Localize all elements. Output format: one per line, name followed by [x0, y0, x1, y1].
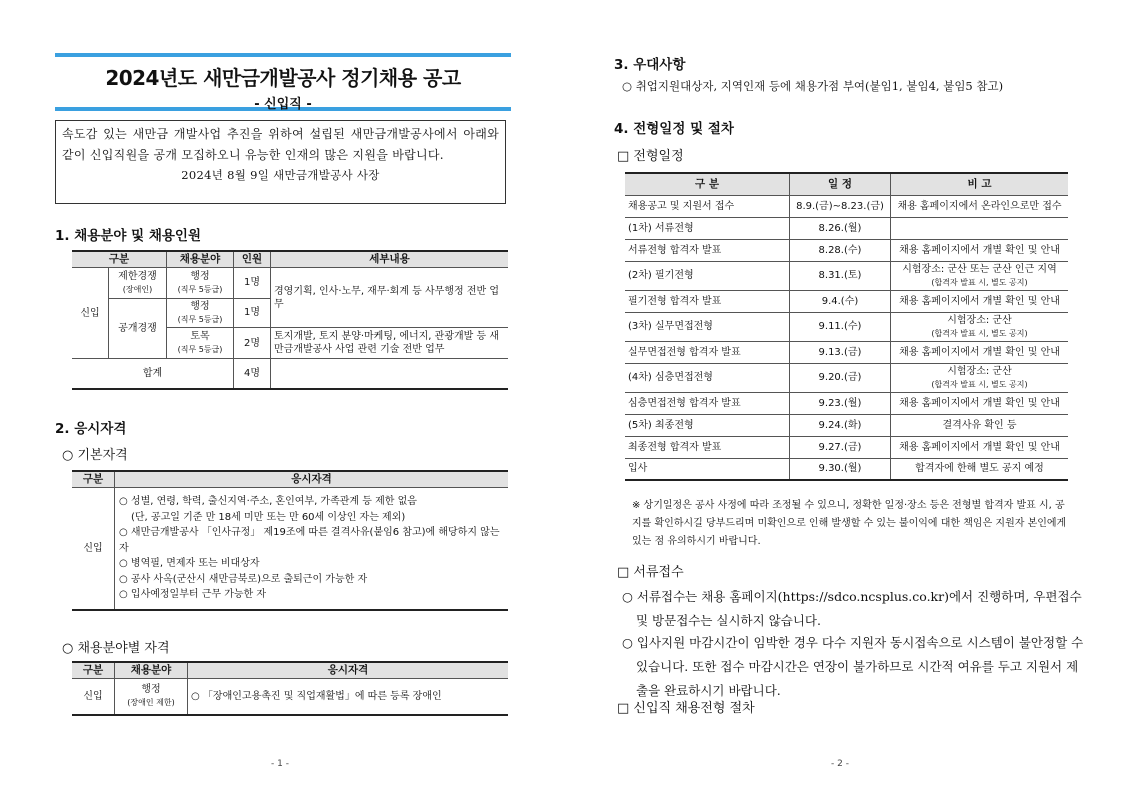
page-number: - 1 -: [271, 759, 289, 769]
basic-qual-table: [72, 470, 508, 611]
doc-label: □ 서류접수: [617, 565, 684, 580]
note-cell: [891, 290, 1069, 312]
note-cell: [891, 414, 1069, 436]
col-category: 구분: [72, 662, 115, 679]
col-qualification: 응시자격: [115, 471, 509, 488]
date-cell: 9.4.(수): [790, 290, 891, 312]
schedule-row: [625, 261, 1068, 290]
date-cell: 8.26.(월): [790, 217, 891, 239]
stage-cell: 채용공고 및 지원서 접수: [625, 195, 790, 217]
col-stage: 구 분: [625, 173, 790, 195]
total-empty: [271, 359, 509, 389]
note-cell: [891, 436, 1069, 458]
count-cell: 1명: [234, 298, 271, 328]
section3-text: ○ 취업지원대상자, 지역인재 등에 채용가점 부여(붙임1, 붙임4, 붙임5 참고): [622, 79, 1004, 93]
field-cell: 행정 (장애인 제한): [115, 679, 188, 715]
date-cell: 8.31.(토): [790, 261, 891, 290]
col-date: 일 정: [790, 173, 891, 195]
date-cell: 9.27.(금): [790, 436, 891, 458]
col-category: 구분: [72, 471, 115, 488]
note-text: 결격사유 확인 등: [942, 419, 1017, 431]
stage-cell: 필기전형 합격자 발표: [625, 290, 790, 312]
schedule-row: [625, 290, 1068, 312]
section4-heading: 4. 전형일정 및 절차: [614, 121, 734, 137]
stage-cell: (4차) 심층면접전형: [625, 363, 790, 392]
note-text: 합격자에 한해 별도 공지 예정: [915, 463, 1044, 475]
intro-box: [55, 120, 506, 204]
col-category: 구분: [72, 251, 167, 268]
note-cell: [891, 261, 1069, 290]
recruitment-table: [72, 250, 508, 390]
section2-heading: 2. 응시자격: [55, 421, 127, 437]
stage-cell: 심층면접전형 합격자 발표: [625, 392, 790, 414]
section1-heading: 1. 채용분야 및 채용인원: [55, 228, 201, 244]
count-cell: 2명: [234, 328, 271, 359]
signature: 2024년 8월 9일 새만금개발공사 사장: [181, 168, 380, 182]
date-cell: 9.13.(금): [790, 341, 891, 363]
category-cell: 신입: [72, 679, 115, 715]
note-subtext: (합격자 발표 시, 별도 공지): [931, 277, 1028, 287]
qual-cell: ○ 「장애인고용촉진 및 직업재활법」에 따른 등록 장애인: [188, 679, 509, 715]
note-text: 채용 홈페이지에서 개별 확인 및 안내: [899, 244, 1060, 256]
open-label: 공개경쟁: [118, 323, 157, 334]
schedule-row: [625, 363, 1068, 392]
schedule-row: [625, 312, 1068, 341]
schedule-row: [625, 341, 1068, 363]
schedule-row: [625, 458, 1068, 480]
qual-item: ○ 성별, 연령, 학력, 출신지역·주소, 혼인여부, 가족관계 등 제한 없음: [119, 496, 417, 507]
stage-cell: (1차) 서류전형: [625, 217, 790, 239]
field-qual-label: ○ 채용분야별 자격: [62, 641, 170, 656]
schedule-note: ※ 상기일정은 공사 사정에 따라 조정될 수 있으니, 정확한 일정·장소 등은 전형별 합격자 발표 시, 공지를 확인하시길 당부드리며 미확인으로 인해 발생할 수 있는 불이익에 대한 책임은 지원자 본인에게 있는 점 유의하시기 바랍니다.: [632, 500, 1067, 547]
total-label: 합계: [72, 359, 234, 389]
schedule-row: [625, 392, 1068, 414]
note-cell: [891, 195, 1069, 217]
category-new: 신입: [72, 268, 109, 358]
category-cell: [72, 268, 167, 359]
stage-cell: (2차) 필기전형: [625, 261, 790, 290]
date-cell: 8.28.(수): [790, 239, 891, 261]
title-box: [55, 53, 511, 111]
restricted-label: 제한경쟁: [118, 271, 157, 282]
note-text: 시험장소: 군산 또는 군산 인근 지역: [902, 263, 1057, 275]
doc-item: ○ 입사지원 마감시간이 임박한 경우 다수 지원자 동시접속으로 시스템이 불안정할 수 있습니다. 또한 접수 마감시간은 연장이 불가하므로 시간적 여유를 두고 지원서 제출을 완료하시기 바랍니다.: [622, 635, 1084, 698]
note-cell: [891, 458, 1069, 480]
doc-item: ○ 서류접수는 채용 홈페이지(https://sdco.ncsplus.co.kr)에서 진행하며, 우편접수 및 방문접수는 실시하지 않습니다.: [622, 589, 1082, 628]
stage-cell: 최종전형 합격자 발표: [625, 436, 790, 458]
col-note: 비 고: [891, 173, 1069, 195]
note-subtext: (합격자 발표 시, 별도 공지): [931, 328, 1028, 338]
total-count: 4명: [234, 359, 271, 389]
basic-qual-label: ○ 기본자격: [62, 448, 128, 463]
page-number: - 2 -: [831, 759, 849, 769]
stage-cell: 실무면접전형 합격자 발표: [625, 341, 790, 363]
date-cell: 9.24.(화): [790, 414, 891, 436]
detail-cell: 토지개발, 토지 분양·마케팅, 에너지, 관광개발 등 새만금개발공사 사업 관련 기술 전반 업무: [271, 328, 509, 359]
category-cell: 신입: [72, 488, 115, 610]
stage-cell: 서류전형 합격자 발표: [625, 239, 790, 261]
date-cell: 9.11.(수): [790, 312, 891, 341]
qual-item: ○ 병역필, 면제자 또는 비대상자: [119, 558, 260, 569]
field-qual-table: [72, 661, 508, 716]
stage-cell: (5차) 최종전형: [625, 414, 790, 436]
note-text: 시험장소: 군산: [947, 365, 1012, 377]
note-text: 채용 홈페이지에서 온라인으로만 접수: [897, 200, 1062, 212]
detail-cell: 경영기획, 인사·노무, 재무·회계 등 사무행정 전반 업무: [271, 268, 509, 328]
note-text: 채용 홈페이지에서 개별 확인 및 안내: [899, 441, 1060, 453]
col-field: 채용분야: [115, 662, 188, 679]
col-field: 채용분야: [167, 251, 234, 268]
col-count: 인원: [234, 251, 271, 268]
section3-heading: 3. 우대사항: [614, 57, 686, 73]
stage-cell: 입사: [625, 458, 790, 480]
schedule-row: [625, 239, 1068, 261]
date-cell: 9.20.(금): [790, 363, 891, 392]
stage-cell: (3차) 실무면접전형: [625, 312, 790, 341]
date-cell: 8.9.(금)~8.23.(금): [790, 195, 891, 217]
note-cell: [891, 341, 1069, 363]
schedule-label: □ 전형일정: [617, 149, 684, 164]
col-qualification: 응시자격: [188, 662, 509, 679]
note-subtext: (합격자 발표 시, 별도 공지): [931, 379, 1028, 389]
qual-item: ○ 공사 사옥(군산시 새만금북로)으로 출퇴근이 가능한 자: [119, 573, 368, 585]
qual-item: ○ 입사예정일부터 근무 가능한 자: [119, 589, 267, 600]
note-cell: [891, 239, 1069, 261]
schedule-row: [625, 436, 1068, 458]
document-subtitle: - 신입직 -: [254, 97, 312, 112]
count-cell: 1명: [234, 268, 271, 299]
field-cell: 토목 (직무 5등급): [167, 328, 234, 359]
note-cell: [891, 312, 1069, 341]
note-cell: [891, 363, 1069, 392]
intro-text: 속도감 있는 새만금 개발사업 추진을 위하여 설립된 새만금개발공사에서 아래와 같이 신입직원을 공개 모집하오니 유능한 인재의 많은 지원을 바랍니다.: [62, 127, 499, 162]
date-cell: 9.23.(월): [790, 392, 891, 414]
restricted-note: (장애인): [122, 285, 153, 294]
schedule-row: [625, 414, 1068, 436]
qual-list: [115, 488, 509, 610]
field-cell: 행정 (직무 5등급): [167, 268, 234, 299]
schedule-row: [625, 195, 1068, 217]
note-text: 채용 홈페이지에서 개별 확인 및 안내: [899, 346, 1060, 358]
col-detail: 세부내용: [271, 251, 509, 268]
schedule-row: [625, 217, 1068, 239]
note-cell: [891, 392, 1069, 414]
field-cell: 행정 (직무 5등급): [167, 298, 234, 328]
note-text: 채용 홈페이지에서 개별 확인 및 안내: [899, 295, 1060, 307]
qual-item: ○ 새만금개발공사 「인사규정」 제19조에 따른 결격사유(붙임6 참고)에 해당하지 않는 자: [119, 527, 500, 554]
procedure-label: □ 신입직 채용전형 절차: [617, 701, 755, 716]
qual-item: (단, 공고일 기준 만 18세 미만 또는 만 60세 이상인 자는 제외): [131, 511, 406, 523]
note-text: 채용 홈페이지에서 개별 확인 및 안내: [899, 397, 1060, 409]
schedule-table: [625, 172, 1068, 481]
note-cell: [891, 217, 1069, 239]
date-cell: 9.30.(월): [790, 458, 891, 480]
note-text: 시험장소: 군산: [947, 314, 1012, 326]
document-title: 2024년도 새만금개발공사 정기채용 공고: [105, 66, 461, 90]
